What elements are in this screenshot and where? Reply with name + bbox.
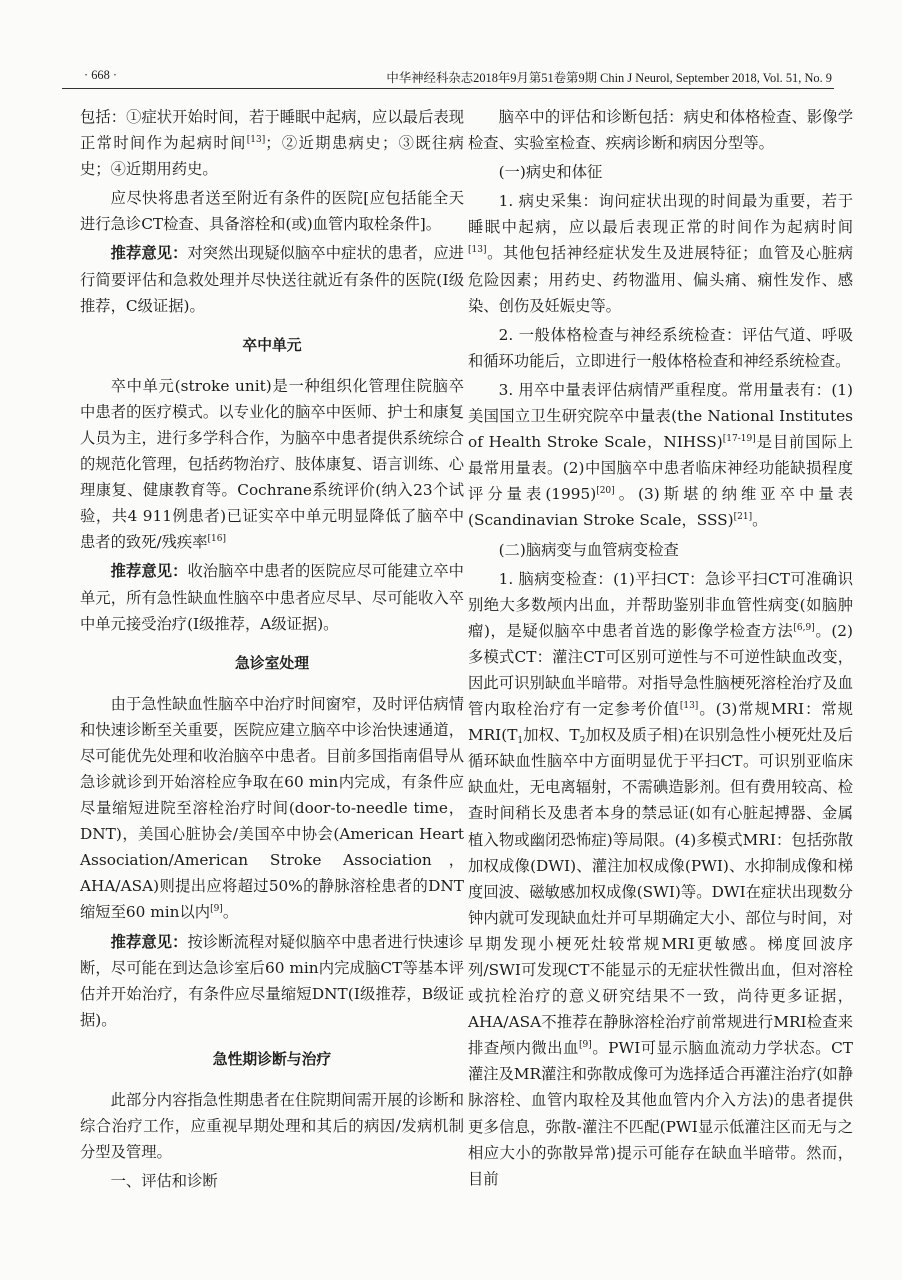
citation: [9]: [210, 904, 223, 915]
citation: [13]: [468, 245, 487, 256]
citation: [13]: [679, 701, 699, 712]
recommendation-emergency: 推荐意见：按诊断流程对疑似脑卒中患者进行快速诊断，尽可能在到达急诊室后60 min内完成脑CT等基本评估并开始治疗，有条件应尽量缩短DNT(Ⅰ级推荐，B级证据)。: [80, 932, 464, 1029]
paragraph-brain-imaging: 1. 脑病变检查：(1)平扫CT：急诊平扫CT可准确识别绝大多数颅内出血，并帮助鉴别非血管性病变(如脑肿瘤)，是疑似脑卒中患者首选的影像学检查方法[6,9]。(2)多模式CT：灌注CT可区别可逆性与不可逆性缺血改变，因此可识别缺血半暗带。对指导急性脑梗死溶栓治疗及血管内取栓治疗有一定参考价值[13]。(3)常规MRI：常规$MRI(T_1$加权、$T_2$加权及质子相)在识别急性小梗死灶及后循环缺血性脑卒中方面明显优于平扫CT。可识别亚临床缺血灶，无电离辐射，不需碘造影剂。但有费用较高、检查时间稍长及患者本身的禁忌证(如有心脏起搏器、金属植入物或幽闭恐怖症)等局限。(4)多模式MRI：包括弥散加权成像(DWI)、灌注加权成像(PWI)、水抑制成像和梯度回波、磁敏感加权成像(SWI)等。DWI在症状出现数分钟内就可发现缺血灶并可早期确定大小、部位与时间，对早期发现小梗死灶较常规MRI更敏感。梯度回波序列/SWI可发现CT不能显示的无症状性微出血，但对溶栓或抗栓治疗的意义研究结果不一致，尚待更多证据，AHA/ASA不推荐在静脉溶栓治疗前常规进行MRI检查来排查颅内微出血[9]。PWI可显示脑血流动力学状态。CT灌注及MR灌注和弥散成像可为选择适合再灌注治疗(如静脉溶栓、血管内取栓及其他血管内介入方法)的患者提供更多信息，弥散-灌注不匹配(PWI显示低灌注区而无与之相应大小的弥散异常)提示可能存在缺血半暗带。然而，目前: [468, 569, 853, 1188]
paragraph-physical-exam: 2. 一般体格检查与神经系统检查：评估气道、呼吸和循环功能后，立即进行一般体格检查和神经系统检查。: [468, 325, 853, 370]
heading-stroke-unit: 卒中单元: [242, 336, 302, 354]
left-column: [80, 104, 464, 1197]
citation: [16]: [207, 534, 227, 545]
recommendation-stroke-unit: 推荐意见：收治脑卒中患者的医院应尽可能建立卒中单元，所有急性缺血性脑卒中患者应尽早、尽可能收入卒中单元接受治疗(Ⅰ级推荐，A级证据)。: [80, 562, 464, 633]
paragraph-assessment-intro: 脑卒中的评估和诊断包括：病史和体格检查、影像学检查、实验室检查、疾病诊断和病因分型等。: [468, 108, 853, 153]
heading-emergency-room: 急诊室处理: [235, 654, 309, 672]
page-number: · 668 ·: [84, 68, 118, 82]
subheading-history-signs: (一)病史和体征: [498, 163, 603, 182]
paragraph-history-items: 包括：①症状开始时间，若于睡眠中起病，应以最后表现正常时间作为起病时间[13]；②近期患病史；③既往病史；④近期用药史。: [80, 108, 464, 179]
paragraph-stroke-scales: 3. 用卒中量表评估病情严重程度。常用量表有：(1)美国国立卫生研究院卒中量表(the National Institutes of Health Stroke Scale，NIHSS)[17-19]是目前国际上最常用量表。(2)中国脑卒中患者临床神经功能缺损程度评分量表(1995)[20]。(3)斯堪的纳维亚卒中量表(Scandinavian Stroke Scale，SSS)[21]。: [468, 380, 853, 530]
journal-citation: 中华神经科杂志2018年9月第51卷第9期 Chin J Neurol, September 2018, Vol. 51, No. 9: [386, 71, 832, 85]
citation: [13]: [246, 135, 266, 146]
citation: [9]: [579, 1040, 592, 1051]
citation: [17-19]: [722, 434, 756, 445]
recommendation-prehospital: 推荐意见：对突然出现疑似脑卒中症状的患者，应进行简要评估和急救处理并尽快送往就近有条件的医院(Ⅰ级推荐，C级证据)。: [80, 244, 464, 315]
paragraph-transfer: 应尽快将患者送至附近有条件的医院[应包括能全天进行急诊CT检查、具备溶栓和(或)血管内取栓条件]。: [80, 189, 464, 234]
right-column: [468, 104, 853, 1195]
citation: [21]: [733, 512, 753, 523]
subheading-assessment: 一、评估和诊断: [110, 1172, 218, 1191]
citation: [6,9]: [793, 622, 815, 633]
paragraph-stroke-unit: 卒中单元(stroke unit)是一种组织化管理住院脑卒中患者的医疗模式。以专业化的脑卒中医师、护士和康复人员为主，进行多学科合作，为脑卒中患者提供系统综合的规范化管理，包括药物治疗、肢体康复、语言训练、心理康复、健康教育等。Cochrane系统评价(纳入23个试验，共4 911例患者)已证实卒中单元明显降低了脑卒中患者的致死/残疾率[16]: [80, 376, 464, 552]
heading-acute-phase: 急性期诊断与治疗: [212, 1050, 332, 1068]
paragraph-acute-intro: 此部分内容指急性期患者在住院期间需开展的诊断和综合治疗工作，应重视早期处理和其后的病因/发病机制分型及管理。: [80, 1090, 464, 1162]
citation: [20]: [596, 486, 615, 497]
paragraph-emergency: 由于急性缺血性脑卒中治疗时间窗窄，及时评估病情和快速诊断至关重要，医院应建立脑卒中诊治快速通道，尽可能优先处理和收治脑卒中患者。目前多国指南倡导从急诊就诊到开始溶栓应争取在60 min内完成，有条件应尽量缩短进院至溶栓治疗时间(door-to-needle time，DNT)，美国心脏协会/美国卒中协会(American Heart Association/American Stroke Association，AHA/ASA)则提出应将超过50%的静脉溶栓患者的DNT缩短至60 min以内[9]。: [80, 694, 464, 922]
running-header: [62, 62, 834, 89]
paragraph-history-taking: 1. 病史采集：询问症状出现的时间最为重要，若于睡眠中起病，应以最后表现正常的时间作为起病时间[13]。其他包括神经症状发生及进展特征；血管及心脏病危险因素；用药史、药物滥用、偏头痛、痫性发作、感染、创伤及妊娠史等。: [468, 192, 853, 315]
subheading-imaging: (二)脑病变与血管病变检查: [498, 540, 679, 559]
